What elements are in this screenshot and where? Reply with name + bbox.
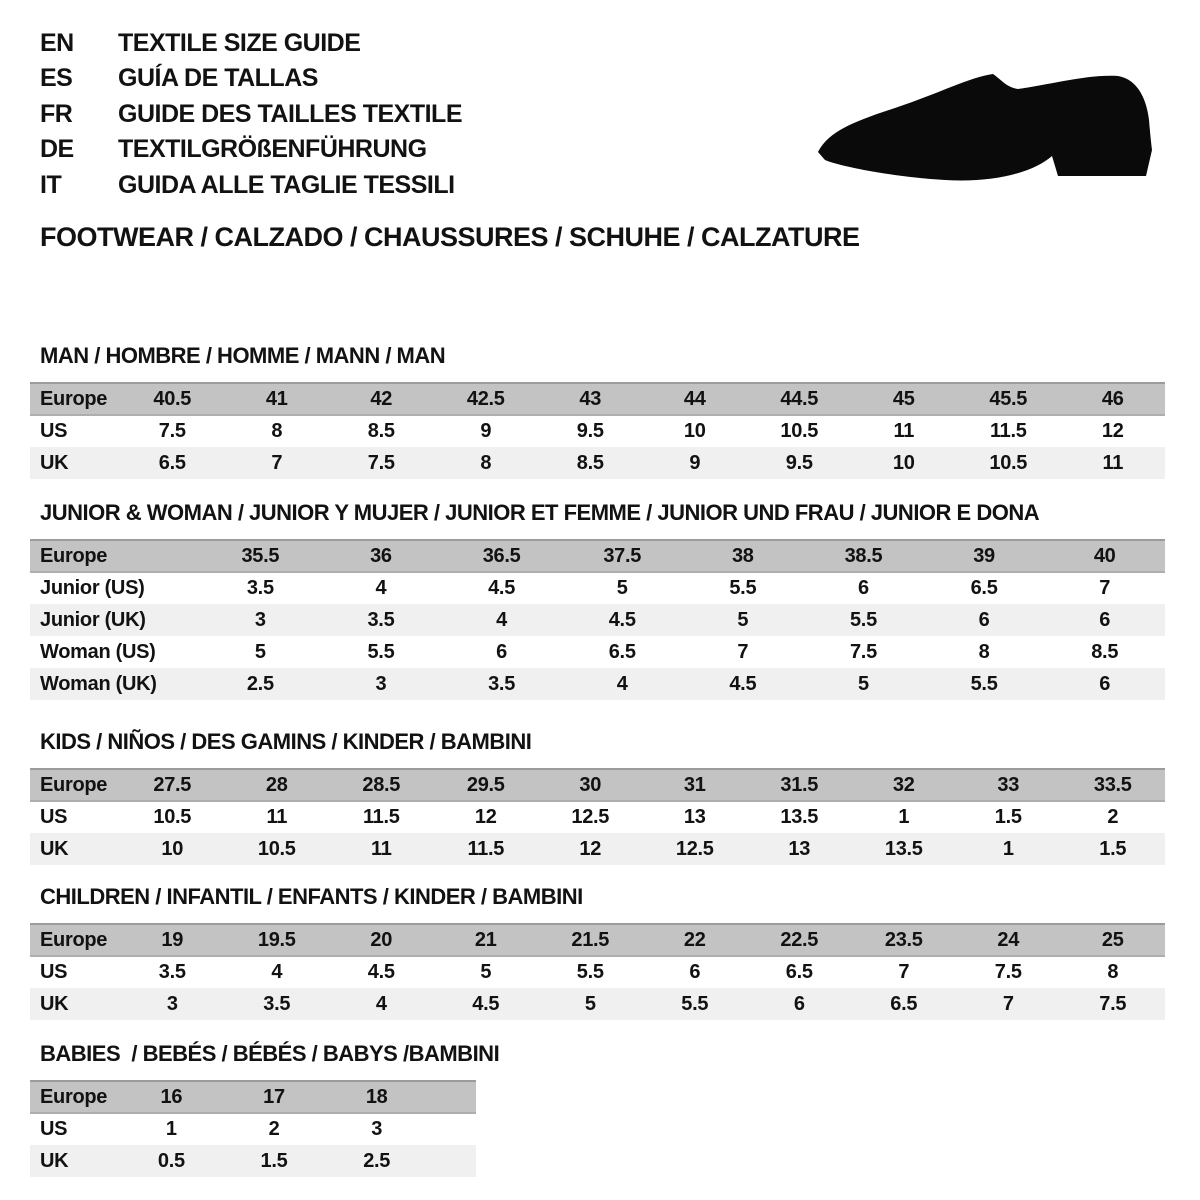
size-cell: 3 bbox=[254, 608, 266, 631]
language-row bbox=[40, 61, 462, 96]
kids-size-table bbox=[30, 768, 1165, 865]
size-cell: 22.5 bbox=[747, 924, 852, 956]
size-cell: 6 bbox=[858, 577, 869, 599]
children-size-table bbox=[30, 923, 1165, 1020]
size-cell: 20 bbox=[329, 924, 434, 956]
row-label: Europe bbox=[30, 540, 200, 572]
size-cell: 8.5 bbox=[576, 451, 604, 474]
row-label: Europe bbox=[30, 769, 120, 801]
guide-title-de: TEXTILGRÖßENFÜHRUNG bbox=[118, 135, 427, 164]
row-label: US bbox=[40, 1118, 68, 1140]
table-row bbox=[30, 924, 1165, 956]
size-cell: 6.5 bbox=[970, 577, 998, 599]
size-cell: 13 bbox=[788, 837, 811, 860]
section-babies bbox=[30, 1042, 499, 1177]
row-label: UK bbox=[40, 1149, 69, 1172]
language-row bbox=[40, 132, 462, 167]
row-label: UK bbox=[40, 837, 69, 860]
size-cell: 29.5 bbox=[434, 769, 539, 801]
size-cell: 31 bbox=[643, 769, 748, 801]
section-junior-woman bbox=[30, 501, 1165, 700]
size-cell: 8 bbox=[1107, 961, 1119, 983]
row-label: UK bbox=[40, 451, 69, 474]
size-cell: 10.5 bbox=[780, 420, 819, 442]
row-label: US bbox=[40, 420, 68, 442]
size-cell: 6 bbox=[978, 608, 990, 631]
row-label: Junior (UK) bbox=[40, 608, 146, 631]
size-cell: 16 bbox=[120, 1081, 223, 1113]
size-cell: 3.5 bbox=[263, 992, 291, 1015]
size-cell: 12.5 bbox=[675, 837, 714, 860]
size-cell: 7 bbox=[1099, 577, 1111, 599]
size-cell: 4 bbox=[375, 992, 387, 1015]
guide-title-en: TEXTILE SIZE GUIDE bbox=[118, 29, 361, 57]
size-cell: 40.5 bbox=[120, 383, 225, 415]
size-cell: 46 bbox=[1061, 383, 1166, 415]
size-cell: 43 bbox=[538, 383, 643, 415]
size-cell: 1 bbox=[165, 1118, 177, 1140]
size-cell: 8 bbox=[271, 420, 283, 442]
size-cell: 7.5 bbox=[994, 961, 1022, 983]
category-heading: FOOTWEAR / CALZADO / CHAUSSURES / SCHUHE / CALZATURE bbox=[40, 222, 860, 252]
size-cell: 13.5 bbox=[780, 806, 819, 828]
size-cell: 4 bbox=[271, 961, 283, 983]
size-cell: 12 bbox=[579, 837, 602, 860]
section-title-junior-woman: JUNIOR & WOMAN / JUNIOR Y MUJER / JUNIOR ET FEMME / JUNIOR UND FRAU / JUNIOR E DONA bbox=[40, 500, 1040, 525]
filler-cell bbox=[428, 1145, 476, 1177]
size-cell: 11.5 bbox=[989, 420, 1027, 442]
size-cell: 17 bbox=[223, 1081, 326, 1113]
size-cell: 6.5 bbox=[608, 640, 636, 663]
size-cell: 5.5 bbox=[729, 577, 757, 599]
size-cell: 9 bbox=[689, 451, 701, 474]
size-cell: 7 bbox=[737, 640, 749, 663]
table-row bbox=[30, 540, 1165, 572]
row-label: Europe bbox=[30, 1081, 120, 1113]
size-cell: 12 bbox=[1101, 420, 1124, 442]
language-code: FR bbox=[40, 99, 73, 128]
size-cell: 5.5 bbox=[576, 961, 604, 983]
size-cell: 6 bbox=[496, 640, 507, 663]
filler-cell bbox=[428, 1113, 476, 1145]
size-cell: 1 bbox=[1002, 837, 1014, 860]
size-cell: 5 bbox=[858, 672, 869, 695]
size-cell: 3.5 bbox=[488, 672, 516, 695]
size-cell: 11 bbox=[893, 420, 915, 442]
junior-woman-size-table bbox=[30, 539, 1165, 700]
section-title-man: MAN / HOMBRE / HOMME / MANN / MAN bbox=[40, 343, 446, 368]
size-cell: 31.5 bbox=[747, 769, 852, 801]
size-cell: 27.5 bbox=[120, 769, 225, 801]
language-code: DE bbox=[40, 135, 74, 164]
size-cell: 42 bbox=[329, 383, 434, 415]
size-cell: 4.5 bbox=[488, 577, 516, 599]
size-cell: 6.5 bbox=[158, 451, 186, 474]
size-cell: 10.5 bbox=[153, 806, 192, 828]
language-title-list bbox=[40, 26, 462, 203]
size-cell: 22 bbox=[643, 924, 748, 956]
size-cell: 4.5 bbox=[472, 992, 500, 1015]
size-cell: 3.5 bbox=[246, 577, 274, 599]
size-cell: 10 bbox=[683, 420, 706, 442]
size-cell: 7 bbox=[271, 451, 283, 474]
size-cell: 23.5 bbox=[852, 924, 957, 956]
size-cell: 4.5 bbox=[729, 672, 757, 695]
size-cell: 12.5 bbox=[571, 806, 610, 828]
size-cell: 7 bbox=[1002, 992, 1014, 1015]
row-label: Woman (UK) bbox=[40, 672, 157, 695]
size-cell: 44.5 bbox=[747, 383, 852, 415]
row-label: US bbox=[40, 806, 68, 828]
size-cell: 5 bbox=[737, 608, 749, 631]
size-cell: 45 bbox=[852, 383, 957, 415]
size-cell: 2.5 bbox=[363, 1149, 391, 1172]
size-cell: 3 bbox=[166, 992, 178, 1015]
size-cell: 21 bbox=[434, 924, 539, 956]
language-row bbox=[40, 26, 462, 61]
size-cell: 19.5 bbox=[225, 924, 330, 956]
size-cell: 30 bbox=[538, 769, 643, 801]
size-cell: 3.5 bbox=[367, 608, 395, 631]
size-cell: 36 bbox=[321, 540, 442, 572]
table-row bbox=[30, 1081, 476, 1113]
size-cell: 2.5 bbox=[246, 672, 274, 695]
size-cell: 4 bbox=[616, 672, 628, 695]
size-cell: 10 bbox=[892, 451, 915, 474]
size-cell: 37.5 bbox=[562, 540, 683, 572]
size-cell: 9.5 bbox=[785, 451, 813, 474]
size-cell: 6.5 bbox=[785, 961, 813, 983]
size-cell: 5 bbox=[584, 992, 596, 1015]
table-row bbox=[30, 604, 1165, 636]
size-cell: 13 bbox=[683, 806, 706, 828]
size-cell: 6 bbox=[793, 992, 805, 1015]
language-code: IT bbox=[40, 170, 62, 199]
size-cell: 7.5 bbox=[849, 640, 877, 663]
size-cell: 39 bbox=[924, 540, 1045, 572]
size-cell: 5.5 bbox=[681, 992, 709, 1015]
filler-cell bbox=[428, 1081, 476, 1113]
language-row bbox=[40, 97, 462, 132]
size-cell: 4.5 bbox=[608, 608, 636, 631]
language-code: EN bbox=[40, 29, 74, 57]
row-label: Junior (US) bbox=[40, 577, 145, 599]
size-cell: 13.5 bbox=[884, 837, 923, 860]
table-row bbox=[30, 1113, 476, 1145]
size-cell: 6 bbox=[689, 961, 701, 983]
size-cell: 9.5 bbox=[576, 420, 604, 442]
table-row bbox=[30, 833, 1165, 865]
size-cell: 24 bbox=[956, 924, 1061, 956]
size-cell: 5.5 bbox=[367, 640, 395, 663]
size-cell: 41 bbox=[225, 383, 330, 415]
size-cell: 1.5 bbox=[994, 806, 1022, 828]
size-cell: 3 bbox=[375, 672, 387, 695]
table-row bbox=[30, 988, 1165, 1020]
size-cell: 35.5 bbox=[200, 540, 321, 572]
size-cell: 11 bbox=[266, 806, 288, 828]
size-cell: 38 bbox=[683, 540, 804, 572]
size-cell: 28.5 bbox=[329, 769, 434, 801]
size-cell: 2 bbox=[268, 1118, 280, 1140]
size-cell: 11.5 bbox=[467, 837, 505, 860]
size-cell: 45.5 bbox=[956, 383, 1061, 415]
table-row bbox=[30, 956, 1165, 988]
size-cell: 5.5 bbox=[849, 608, 877, 631]
table-row bbox=[30, 636, 1165, 668]
size-cell: 8 bbox=[480, 451, 492, 474]
dress-shoe-icon bbox=[790, 50, 1200, 230]
table-row bbox=[30, 383, 1165, 415]
size-cell: 7.5 bbox=[158, 420, 186, 442]
section-title-kids: KIDS / NIÑOS / DES GAMINS / KINDER / BAMBINI bbox=[40, 729, 532, 754]
size-cell: 5 bbox=[254, 640, 266, 663]
guide-title-fr: GUIDE DES TAILLES TEXTILE bbox=[118, 99, 463, 128]
size-cell: 5 bbox=[616, 577, 628, 599]
size-cell: 10 bbox=[161, 837, 184, 860]
size-cell: 4 bbox=[496, 608, 507, 631]
size-cell: 40 bbox=[1044, 540, 1165, 572]
size-cell: 32 bbox=[852, 769, 957, 801]
size-cell: 7.5 bbox=[1099, 992, 1127, 1015]
guide-title-es: GUÍA DE TALLAS bbox=[118, 64, 318, 93]
table-row bbox=[30, 769, 1165, 801]
man-size-table bbox=[30, 382, 1165, 479]
row-label: Europe bbox=[30, 383, 120, 415]
size-cell: 12 bbox=[474, 806, 497, 828]
size-cell: 11 bbox=[1102, 451, 1124, 474]
size-cell: 5.5 bbox=[970, 672, 998, 695]
size-cell: 25 bbox=[1061, 924, 1166, 956]
size-cell: 0.5 bbox=[157, 1149, 185, 1172]
size-cell: 1.5 bbox=[1099, 837, 1127, 860]
row-label: Woman (US) bbox=[40, 640, 156, 663]
size-cell: 6 bbox=[1099, 608, 1111, 631]
size-cell: 42.5 bbox=[434, 383, 539, 415]
table-row bbox=[30, 447, 1165, 479]
size-cell: 8.5 bbox=[1091, 640, 1119, 663]
size-cell: 36.5 bbox=[441, 540, 562, 572]
size-cell: 1 bbox=[898, 806, 910, 828]
section-title-children: CHILDREN / INFANTIL / ENFANTS / KINDER / BAMBINI bbox=[40, 884, 583, 909]
language-code: ES bbox=[40, 64, 73, 93]
table-row bbox=[30, 415, 1165, 447]
size-cell: 21.5 bbox=[538, 924, 643, 956]
size-cell: 11.5 bbox=[362, 806, 400, 828]
size-cell: 7.5 bbox=[367, 451, 395, 474]
language-row bbox=[40, 168, 462, 203]
row-label: US bbox=[40, 961, 68, 983]
size-cell: 4 bbox=[375, 577, 387, 599]
size-cell: 3.5 bbox=[158, 961, 186, 983]
size-cell: 33 bbox=[956, 769, 1061, 801]
section-children bbox=[30, 885, 1165, 1020]
section-man bbox=[30, 344, 1165, 479]
size-cell: 38.5 bbox=[803, 540, 924, 572]
size-cell: 4.5 bbox=[367, 961, 395, 983]
size-cell: 1.5 bbox=[260, 1149, 288, 1172]
size-cell: 19 bbox=[120, 924, 225, 956]
size-cell: 18 bbox=[325, 1081, 428, 1113]
babies-size-table bbox=[30, 1080, 476, 1177]
size-cell: 28 bbox=[225, 769, 330, 801]
size-cell: 44 bbox=[643, 383, 748, 415]
size-cell: 11 bbox=[370, 837, 392, 860]
table-row bbox=[30, 801, 1165, 833]
size-cell: 10.5 bbox=[257, 837, 296, 860]
size-cell: 7 bbox=[898, 961, 910, 983]
size-cell: 2 bbox=[1107, 806, 1119, 828]
size-cell: 6 bbox=[1099, 672, 1111, 695]
row-label: Europe bbox=[30, 924, 120, 956]
section-kids bbox=[30, 730, 1165, 865]
size-cell: 8 bbox=[978, 640, 990, 663]
row-label: UK bbox=[40, 992, 69, 1015]
table-row bbox=[30, 1145, 476, 1177]
size-cell: 6.5 bbox=[890, 992, 918, 1015]
section-title-babies: BABIES / BEBÉS / BÉBÉS / BABYS /BAMBINI bbox=[40, 1041, 500, 1066]
size-cell: 8.5 bbox=[367, 420, 395, 442]
table-row bbox=[30, 572, 1165, 604]
size-cell: 10.5 bbox=[989, 451, 1028, 474]
size-cell: 33.5 bbox=[1061, 769, 1166, 801]
size-cell: 3 bbox=[371, 1118, 383, 1140]
guide-title-it: GUIDA ALLE TAGLIE TESSILI bbox=[118, 170, 455, 199]
size-cell: 9 bbox=[480, 420, 492, 442]
table-row bbox=[30, 668, 1165, 700]
size-cell: 5 bbox=[480, 961, 492, 983]
